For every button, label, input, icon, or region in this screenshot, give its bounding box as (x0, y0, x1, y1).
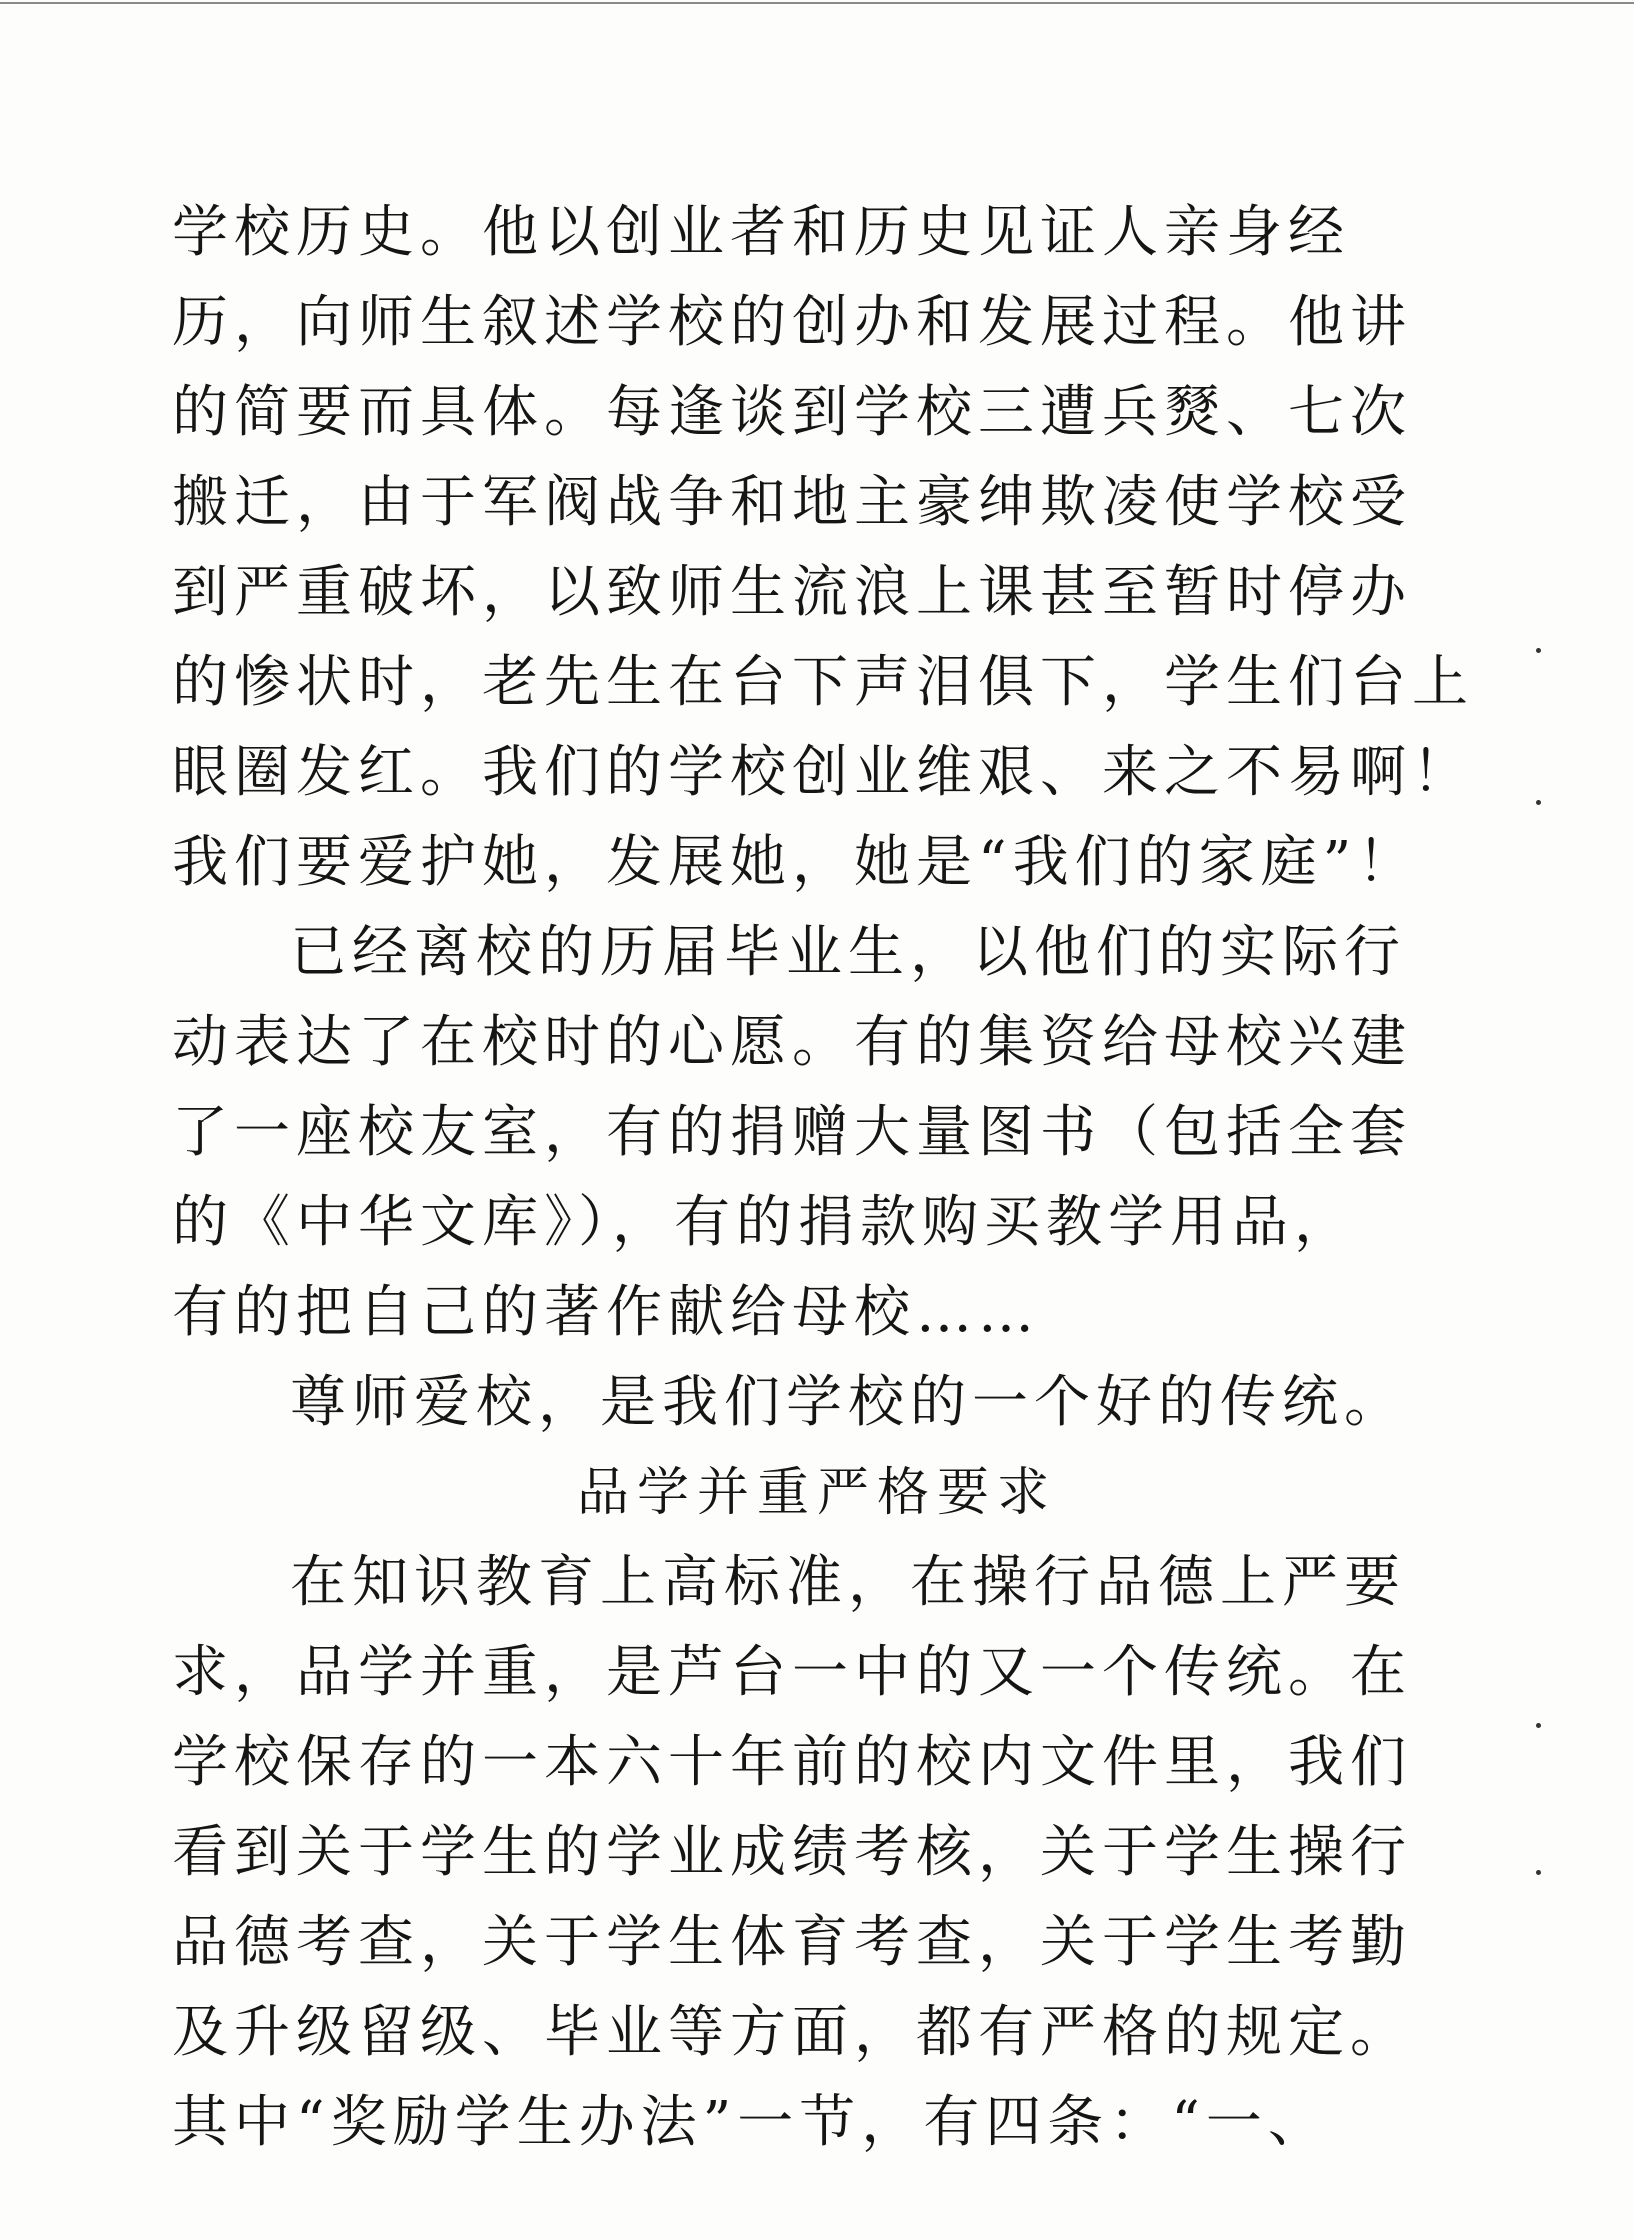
text-line: 学校保存的一本六十年前的校内文件里，我们 (172, 1730, 1412, 1795)
scan-speck (1536, 1723, 1541, 1728)
section-heading: 品学并重严格要求 (576, 1463, 1057, 1523)
text-line: 眼圈发红。我们的学校创业维艰、来之不易啊！ (172, 740, 1474, 805)
text-line: 学校历史。他以创业者和历史见证人亲身经 (172, 200, 1350, 265)
scan-speck (1536, 1870, 1541, 1875)
text-line: 的惨状时，老先生在台下声泪俱下，学生们台上 (172, 650, 1474, 715)
text-line: 了一座校友室，有的捐赠大量图书（包括全套 (172, 1100, 1412, 1165)
text-line: 到严重破坏，以致师生流浪上课甚至暂时停办 (172, 560, 1412, 625)
text-line: 其中“奖励学生办法”一节，有四条：“一、 (172, 2090, 1330, 2155)
text-line: 我们要爱护她，发展她，她是“我们的家庭”！ (172, 830, 1420, 895)
text-line: 已经离校的历届毕业生，以他们的实际行 (290, 920, 1406, 985)
text-line: 动表达了在校时的心愿。有的集资给母校兴建 (172, 1010, 1412, 1075)
scan-speck (1536, 648, 1541, 653)
text-line: 有的把自己的著作献给母校…… (172, 1280, 1040, 1345)
text-line: 求，品学并重，是芦台一中的又一个传统。在 (172, 1640, 1412, 1705)
text-line: 尊师爱校，是我们学校的一个好的传统。 (290, 1370, 1406, 1435)
text-line: 的简要而具体。每逢谈到学校三遭兵燹、七次 (172, 380, 1412, 445)
text-line: 在知识教育上高标准，在操行品德上严要 (290, 1550, 1406, 1615)
text-line: 的《中华文库》），有的捐款购买教学用品， (172, 1190, 1356, 1255)
scan-speck (1536, 800, 1541, 805)
text-line: 看到关于学生的学业成绩考核，关于学生操行 (172, 1820, 1412, 1885)
text-line: 品德考查，关于学生体育考查，关于学生考勤 (172, 1910, 1412, 1975)
text-line: 历，向师生叙述学校的创办和发展过程。他讲 (172, 290, 1412, 355)
text-line: 搬迁，由于军阀战争和地主豪绅欺凌使学校受 (172, 470, 1412, 535)
text-line: 及升级留级、毕业等方面，都有严格的规定。 (172, 2000, 1412, 2065)
